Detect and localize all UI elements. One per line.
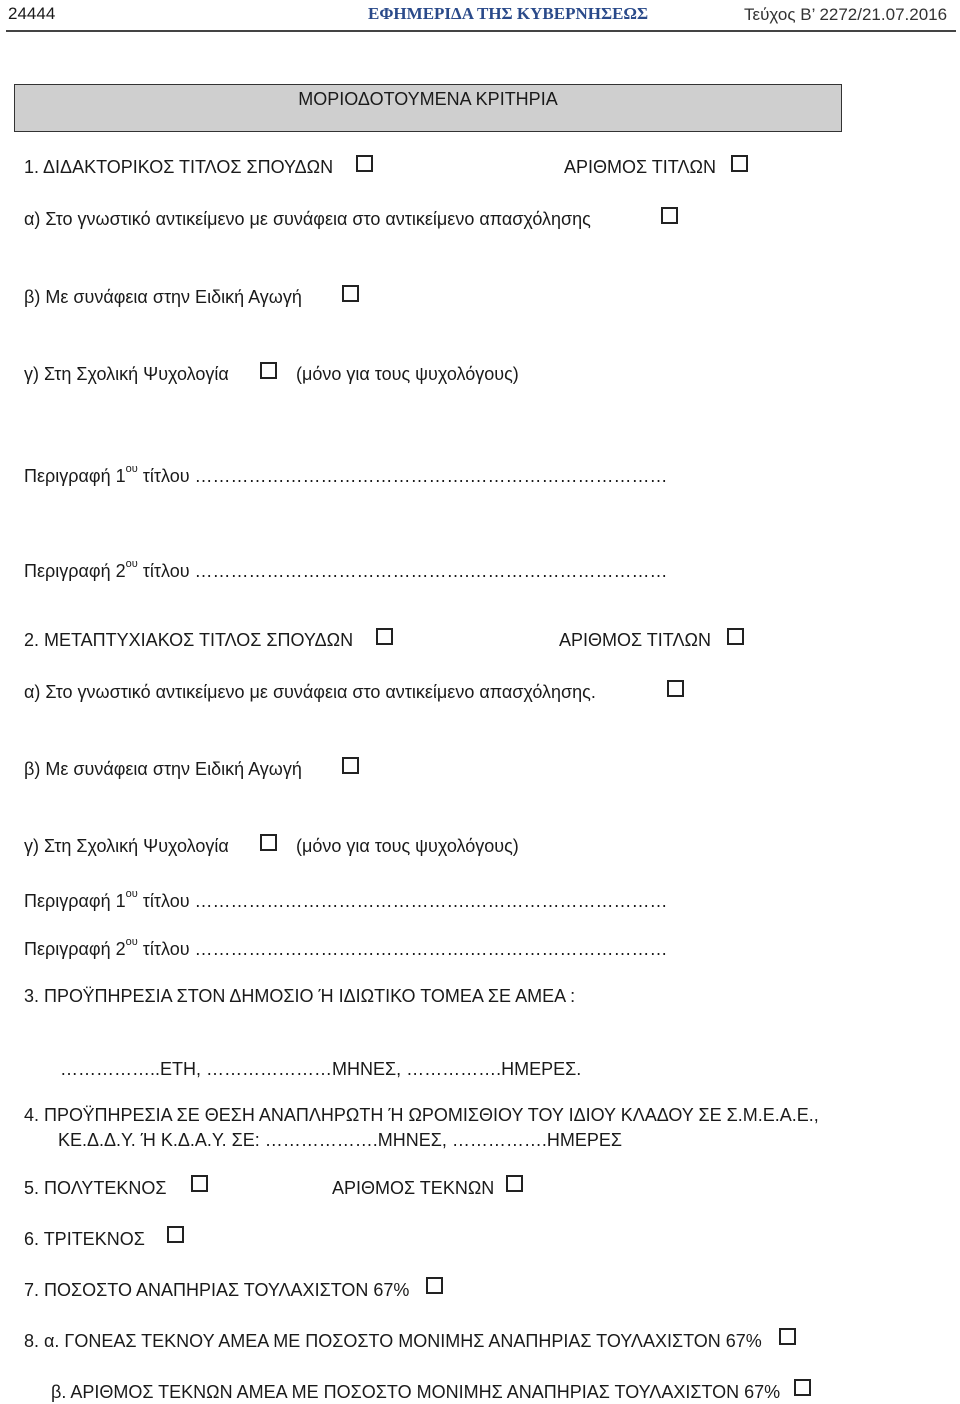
- s8-option-a: 8. α. ΓΟΝΕΑΣ ΤΕΚΝΟΥ ΑΜΕΑ ΜΕ ΠΟΣΟΣΤΟ ΜΟΝΙΜΗΣ ΑΝΑΠΗΡΙΑΣ ΤΟΥΛΑΧΙΣΤΟΝ 67%: [24, 1331, 762, 1351]
- s2-option-b: β) Με συνάφεια στην Ειδική Αγωγή: [24, 759, 302, 779]
- s1-option-c-note: (μόνο για τους ψυχολόγους): [296, 364, 519, 384]
- s1-option-a: α) Στο γνωστικό αντικείμενο με συνάφεια στο αντικείμενο απασχόλησης: [24, 209, 591, 229]
- s1-option-b-checkbox[interactable]: [342, 285, 359, 302]
- s1-count-label: ΑΡΙΘΜΟΣ ΤΙΤΛΩΝ: [564, 157, 716, 177]
- s8-option-b-checkbox[interactable]: [794, 1379, 811, 1396]
- s1-option-c: γ) Στη Σχολική Ψυχολογία: [24, 364, 229, 384]
- s4-line-2: ΚΕ.Δ.Δ.Υ. Ή Κ.Δ.Α.Υ. ΣΕ: ……………….ΜΗΝΕΣ, …………….ΗΜΕΡΕΣ: [58, 1130, 622, 1150]
- s2-option-c: γ) Στη Σχολική Ψυχολογία: [24, 836, 229, 856]
- issue-info: Τεύχος Β’ 2272/21.07.2016: [744, 5, 948, 24]
- s2-option-a-checkbox[interactable]: [667, 680, 684, 697]
- header-rule: [6, 30, 956, 32]
- page-number: 24444: [8, 4, 56, 23]
- s1-desc-1: Περιγραφή $1^{o\upsilon}$ τίτλου ……………………………………….……………………………: [24, 463, 668, 486]
- s1-checkbox[interactable]: [356, 155, 373, 172]
- s6-title: 6. ΤΡΙΤΕΚΝΟΣ: [24, 1229, 145, 1249]
- s8-option-b: β. ΑΡΙΘΜΟΣ ΤΕΚΝΩΝ ΑΜΕΑ ΜΕ ΠΟΣΟΣΤΟ ΜΟΝΙΜΗΣ ΑΝΑΠΗΡΙΑΣ ΤΟΥΛΑΧΙΣΤΟΝ 67%: [51, 1382, 781, 1402]
- s2-option-b-checkbox[interactable]: [342, 757, 359, 774]
- s2-desc-1: Περιγραφή $1^{o\upsilon}$ τίτλου ……………………………………….……………………………: [24, 888, 668, 911]
- s7-title: 7. ΠΟΣΟΣΤΟ ΑΝΑΠΗΡΙΑΣ ΤΟΥΛΑΧΙΣΤΟΝ 67%: [24, 1280, 410, 1300]
- s1-option-b: β) Με συνάφεια στην Ειδική Αγωγή: [24, 287, 302, 307]
- s1-count-checkbox[interactable]: [731, 155, 748, 172]
- s7-checkbox[interactable]: [426, 1277, 443, 1294]
- s2-count-checkbox[interactable]: [727, 628, 744, 645]
- s3-fill: ……………..ΕΤΗ, …………………ΜΗΝΕΣ, …………….ΗΜΕΡΕΣ.: [60, 1059, 582, 1079]
- s5-count-checkbox[interactable]: [506, 1175, 523, 1192]
- s1-option-a-checkbox[interactable]: [661, 207, 678, 224]
- s2-option-c-checkbox[interactable]: [260, 834, 277, 851]
- s6-checkbox[interactable]: [167, 1226, 184, 1243]
- s4-line-1: 4. ΠΡΟΫΠΗΡΕΣΙΑ ΣΕ ΘΕΣΗ ΑΝΑΠΛΗΡΩΤΗ Ή ΩΡΟΜΙΣΘΙΟΥ ΤΟΥ ΙΔΙΟΥ ΚΛΑΔΟΥ ΣΕ Σ.Μ.Ε.Α.Ε.,: [24, 1105, 819, 1125]
- s2-option-a: α) Στο γνωστικό αντικείμενο με συνάφεια στο αντικείμενο απασχόλησης.: [24, 682, 596, 702]
- s3-title: 3. ΠΡΟΫΠΗΡΕΣΙΑ ΣΤΟΝ ΔΗΜΟΣΙΟ Ή ΙΔΙΩΤΙΚΟ ΤΟΜΕΑ ΣΕ ΑΜΕΑ :: [24, 986, 576, 1006]
- s2-option-c-note: (μόνο για τους ψυχολόγους): [296, 836, 519, 856]
- banner-title: ΜΟΡΙΟΔΟΤΟΥΜΕΝΑ ΚΡΙΤΗΡΙΑ: [298, 89, 558, 109]
- s2-title: 2. ΜΕΤΑΠΤΥΧΙΑΚΟΣ ΤΙΤΛΟΣ ΣΠΟΥΔΩΝ: [24, 630, 354, 650]
- s2-count-label: ΑΡΙΘΜΟΣ ΤΙΤΛΩΝ: [559, 630, 711, 650]
- s1-desc-2: Περιγραφή $2^{o\upsilon}$ τίτλου ……………………………………….……………………………: [24, 558, 668, 581]
- s8-option-a-checkbox[interactable]: [779, 1328, 796, 1345]
- criteria-banner: [14, 84, 842, 132]
- s2-checkbox[interactable]: [376, 628, 393, 645]
- s1-option-c-checkbox[interactable]: [260, 362, 277, 379]
- s5-title: 5. ΠΟΛΥΤΕΚΝΟΣ: [24, 1178, 167, 1198]
- s1-title: 1. ΔΙΔΑΚΤΟΡΙΚΟΣ ΤΙΤΛΟΣ ΣΠΟΥΔΩΝ: [24, 157, 334, 177]
- s5-checkbox[interactable]: [191, 1175, 208, 1192]
- gazette-title: ΕΦΗΜΕΡΙΔΑ ΤΗΣ ΚΥΒΕΡΝΗΣΕΩΣ: [368, 4, 649, 23]
- s5-count-label: ΑΡΙΘΜΟΣ ΤΕΚΝΩΝ: [332, 1178, 495, 1198]
- s2-desc-2: Περιγραφή $2^{o\upsilon}$ τίτλου ……………………………………….……………………………: [24, 936, 668, 959]
